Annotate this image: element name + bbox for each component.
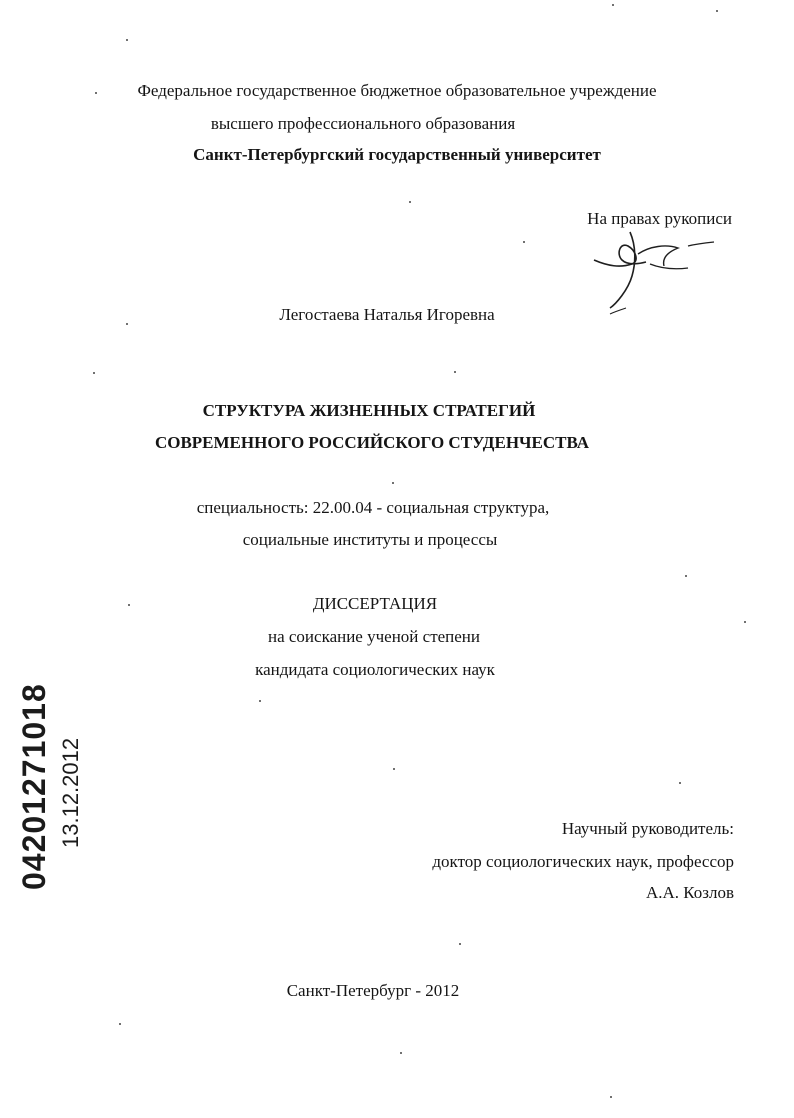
scan-speck <box>119 1023 121 1025</box>
advisor-label: Научный руководитель: <box>561 819 734 838</box>
scan-speck <box>679 782 681 784</box>
scan-speck <box>392 482 394 484</box>
manuscript-rights-note: На правах рукописи <box>587 209 732 228</box>
scan-speck <box>612 4 614 6</box>
scan-speck <box>454 371 456 373</box>
scan-speck <box>409 201 411 203</box>
scan-speck <box>459 943 461 945</box>
advisor-degree: доктор социологических наук, профессор <box>432 852 734 871</box>
scan-speck <box>393 768 395 770</box>
dissertation-title-line-2: СОВРЕМЕННОГО РОССИЙСКОГО СТУДЕНЧЕСТВА <box>154 433 590 452</box>
scan-speck <box>523 241 525 243</box>
scan-speck <box>126 323 128 325</box>
scan-speck <box>95 92 97 94</box>
archive-code: 04201271018 <box>16 683 52 890</box>
scan-speck <box>400 1052 402 1054</box>
dissertation-title-line-1: СТРУКТУРА ЖИЗНЕННЫХ СТРАТЕГИЙ <box>202 401 536 420</box>
scan-speck <box>93 372 95 374</box>
degree-field: кандидата социологических наук <box>255 660 495 679</box>
author-name: Легостаева Наталья Игоревна <box>279 305 495 324</box>
archive-date: 13.12.2012 <box>58 737 83 848</box>
scan-speck <box>259 700 261 702</box>
scan-speck <box>685 575 687 577</box>
specialty-line-1: специальность: 22.00.04 - социальная структура, <box>196 498 550 517</box>
place-and-year: Санкт-Петербург - 2012 <box>286 981 460 1000</box>
scan-speck <box>610 1096 612 1098</box>
university-name: Санкт-Петербургский государственный университет <box>193 145 601 164</box>
institution-line-1: Федеральное государственное бюджетное образовательное учреждение <box>137 81 657 100</box>
scan-speck <box>744 621 746 623</box>
specialty-line-2: социальные институты и процессы <box>242 530 498 549</box>
document-type: ДИССЕРТАЦИЯ <box>312 594 438 613</box>
archive-stamp <box>18 660 88 890</box>
advisor-name: А.А. Козлов <box>645 883 734 902</box>
degree-purpose: на соискание ученой степени <box>267 627 481 646</box>
scan-speck <box>126 39 128 41</box>
scan-speck <box>716 10 718 12</box>
scan-speck <box>128 604 130 606</box>
institution-line-2: высшего профессионального образования <box>210 114 516 133</box>
